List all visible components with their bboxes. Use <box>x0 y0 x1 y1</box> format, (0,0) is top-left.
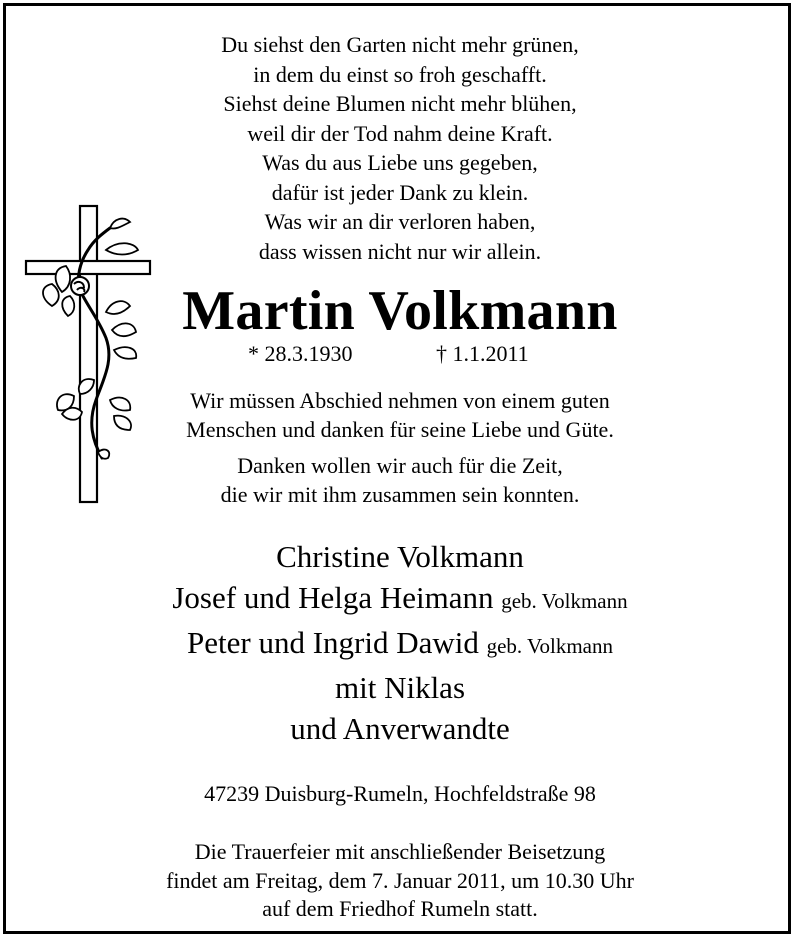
farewell-line: Wir müssen Abschied nehmen von einem guten <box>190 388 610 413</box>
farewell-text <box>0 387 800 444</box>
poem-line: Du siehst den Garten nicht mehr grünen, <box>221 32 579 57</box>
poem <box>0 30 800 266</box>
poem-line: Was du aus Liebe uns gegeben, <box>262 150 538 175</box>
death-date: † 1.1.2011 <box>436 341 529 366</box>
funeral-line: Die Trauerfeier mit anschließender Beisetzung <box>194 839 606 864</box>
family-member: Christine Volkmann <box>276 539 524 574</box>
funeral-info <box>0 838 800 924</box>
maiden-name-note: geb. Volkmann <box>486 634 613 658</box>
thanks-line: die wir mit ihm zusammen sein konnten. <box>220 481 580 507</box>
poem-line: dafür ist jeder Dank zu klein. <box>271 179 529 205</box>
poem-line: dass wissen nicht nur wir allein. <box>258 238 542 264</box>
family-member <box>0 577 800 622</box>
family-member: mit Niklas <box>334 670 466 705</box>
thanks-text <box>0 452 800 509</box>
deceased-name: Martin Volkmann <box>182 280 618 342</box>
family-member: und Anverwandte <box>290 711 510 746</box>
poem-line: Was wir an dir verloren haben, <box>264 209 536 234</box>
maiden-name-note: geb. Volkmann <box>501 589 628 613</box>
family-names: Peter und Ingrid Dawid <box>187 625 479 660</box>
family-member <box>0 622 800 667</box>
life-dates <box>0 341 800 371</box>
birth-date: * 28.3.1930 <box>248 341 353 366</box>
funeral-line: auf dem Friedhof Rumeln statt. <box>262 896 538 921</box>
family-names: Josef und Helga Heimann <box>172 580 494 615</box>
thanks-line: Danken wollen wir auch für die Zeit, <box>237 453 563 478</box>
poem-line: Siehst deine Blumen nicht mehr blühen, <box>223 91 577 116</box>
address: 47239 Duisburg-Rumeln, Hochfeldstraße 98 <box>204 781 596 806</box>
poem-line: in dem du einst so froh geschafft. <box>253 61 547 87</box>
poem-line: weil dir der Tod nahm deine Kraft. <box>247 120 553 146</box>
farewell-line: Menschen und danken für seine Liebe und Güte. <box>186 416 614 442</box>
family-list <box>0 536 800 749</box>
funeral-line: findet am Freitag, dem 7. Januar 2011, um 10.30 Uhr <box>166 867 634 893</box>
